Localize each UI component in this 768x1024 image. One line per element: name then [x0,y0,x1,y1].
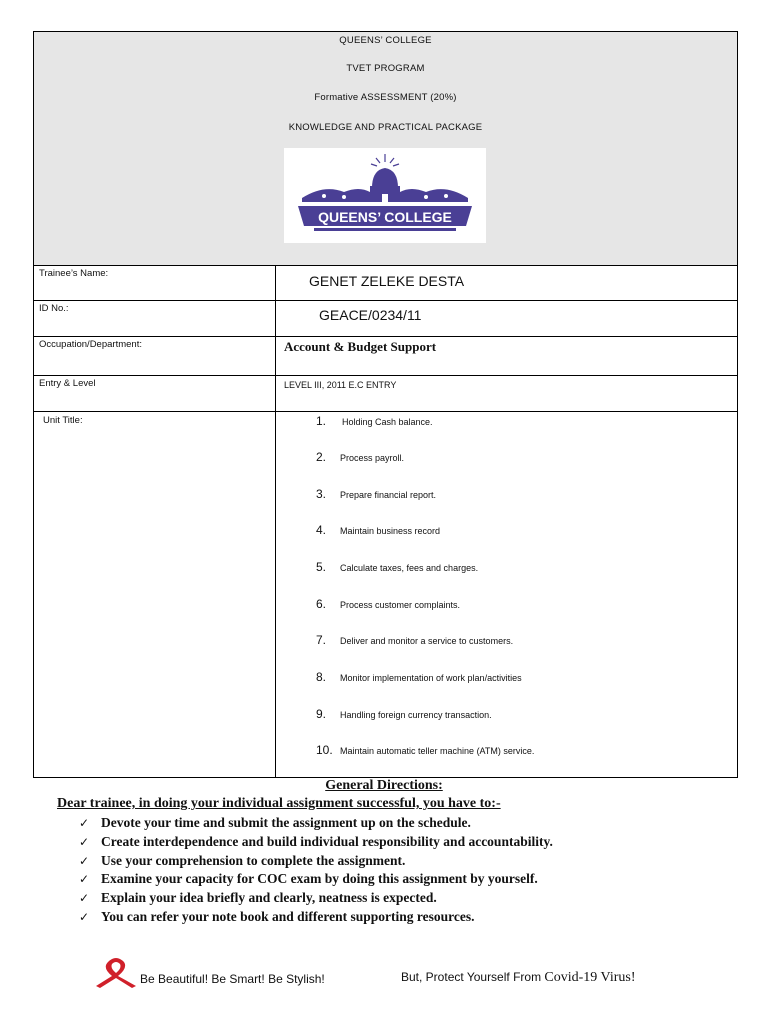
program-name: TVET PROGRAM [346,63,425,74]
unit-item: 6. Process customer complaints. [316,597,461,611]
checkmark-icon: ✓ [79,872,90,887]
entry-value: LEVEL III, 2011 E.C ENTRY [284,380,397,390]
awareness-ribbon-icon [88,956,144,988]
header-block [34,32,737,266]
directions-title: General Directions: [325,778,443,793]
directions-list [79,815,553,928]
id-row [34,301,737,337]
direction-item: ✓ Explain your idea briefly and clearly, neatness is expected. [79,890,437,906]
directions-intro: Dear trainee, in doing your individual assignment successful, you have to:- [57,796,501,811]
package-title: KNOWLEDGE AND PRACTICAL PACKAGE [288,122,483,133]
slogan-left: Be Beautiful! Be Smart! Be Stylish! [140,972,325,986]
general-directions [0,778,768,924]
trainee-name: GENET ZELEKE DESTA [309,273,465,289]
unit-label: Unit Title: [34,412,276,777]
unit-item: 1. Holding Cash balance. [316,414,433,428]
occupation-row [34,337,737,376]
unit-item: 9. Handling foreign currency transaction. [316,707,492,721]
college-name: QUEENS’ COLLEGE [339,35,432,46]
checkmark-icon: ✓ [79,909,90,924]
unit-item: 8. Monitor implementation of work plan/activities [316,670,522,684]
direction-item: ✓ Devote your time and submit the assignment up on the schedule. [79,815,471,830]
checkmark-icon: ✓ [79,891,90,906]
unit-item: 5. Calculate taxes, fees and charges. [316,560,479,574]
unit-row [34,412,737,777]
unit-item: 7. Deliver and monitor a service to customers. [316,633,514,647]
direction-item: ✓ Examine your capacity for COC exam by doing this assignment by yourself. [79,871,538,887]
checkmark-icon: ✓ [79,834,90,849]
entry-row [34,376,737,412]
checkmark-icon: ✓ [79,853,90,868]
unit-list [276,412,737,777]
direction-item: ✓ You can refer your note book and different supporting resources. [79,908,475,924]
college-logo [284,148,486,243]
assessment-cover-table [33,31,738,778]
trainee-row [34,266,737,301]
unit-item: 4. Maintain business record [316,523,441,537]
unit-item: 3. Prepare financial report. [316,487,437,501]
footer-slogan [88,956,708,996]
logo-text: QUEENS’ COLLEGE [318,209,452,225]
checkmark-icon: ✓ [79,816,90,830]
trainee-label: Trainee’s Name: [34,266,276,300]
occupation-label: Occupation/Department: [34,337,276,375]
direction-item: ✓ Create interdependence and build individual responsibility and accountability. [79,833,553,849]
id-number: GEACE/0234/11 [319,307,422,323]
direction-item: ✓ Use your comprehension to complete the assignment. [79,852,406,868]
entry-label: Entry & Level [34,376,276,411]
id-label: ID No.: [34,301,276,336]
unit-item: 2. Process payroll. [316,450,405,464]
unit-item: 10. Maintain automatic teller machine (ATM) service. [316,743,535,757]
assessment-type: Formative ASSESSMENT (20%) [314,92,457,103]
slogan-right: But, Protect Yourself From Covid-19 Virus! [401,970,636,985]
occupation-value: Account & Budget Support [284,339,437,354]
